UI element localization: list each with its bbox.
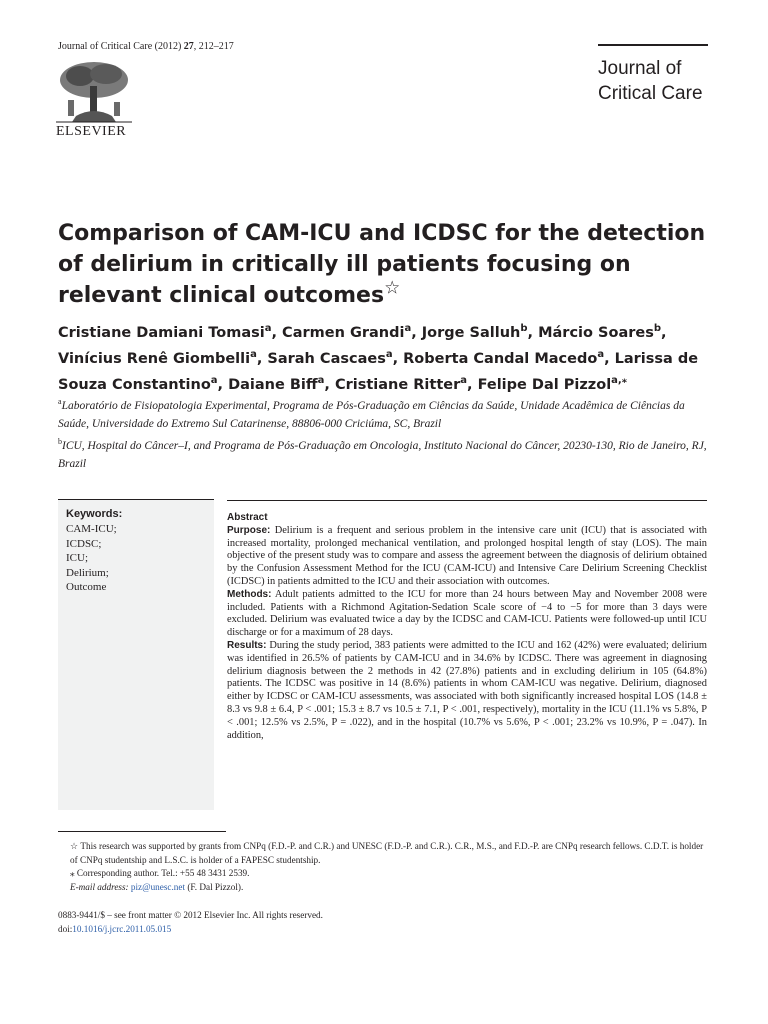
purpose-label: Purpose: <box>227 524 271 536</box>
journal-citation <box>58 41 234 52</box>
email-line <box>58 881 712 895</box>
email-label: E-mail address: <box>70 881 129 892</box>
keywords-heading: Keywords: <box>66 508 123 520</box>
journal-title-line2: Critical Care <box>598 83 703 104</box>
keywords-list <box>66 522 117 595</box>
author-name[interactable]: Jorge Salluh <box>421 324 521 341</box>
author-name[interactable]: Felipe Dal Pizzol <box>477 376 612 393</box>
journal-masthead <box>598 44 708 106</box>
keywords-box <box>58 499 214 810</box>
abstract-results <box>227 640 707 742</box>
purpose-text: Delirium is a frequent and serious problem in the intensive care unit (ICU) that is associated with increased mortality, prolonged mechanical ventilation, and prolonged hospital length of stay (LOS). The main objective of the present study was to compare and assess the agreement between the diagnosis of delirium obtained by the Confusion Assessment Method for the ICU (CAM-ICU) and Intensive Care Delirium Screening Checklist (ICDSC) in patients admitted to the ICU and their association with outcomes. <box>227 524 707 587</box>
author-affiliation-mark: b <box>653 323 662 334</box>
results-text: During the study period, 383 patients were admitted to the ICU and 162 (42%) were evaluated; delirium was identified in 26.5% of patients by CAM-ICU and in 34.6% by ICDSC. There was agreement in diagnosing delirium diagnosis between the 2 methods in 42 (27.8%) patients and in excluding delirium in 105 (64.8%) patients. The ICDSC was positive in 14 (8.6%) patients in whom CAM-ICU was negative. Delirium, diagnosed either by ICDSC or CAM-ICU assessments, was associated with both significantly increased hospital LOS (14.8 ± 8.3 vs 9.8 ± 6.4, P < .001; 15.3 ± 8.7 vs 10.5 ± 7.1, P < .001, respectively), mortality in the ICU (11.1% vs 5.8%, P < .001; 12.5% vs 2.5%, P = .022), and in the hospital (10.7% vs 5.6%, P < .001; 23.2% vs 10.9%, P = .047). In addition, <box>227 639 707 741</box>
author-name[interactable]: Daiane Biff <box>228 376 318 393</box>
author-name[interactable]: Carmen Grandi <box>282 324 405 341</box>
author-affiliation-mark: b <box>520 323 528 334</box>
email-link[interactable]: piz@unesc.net <box>130 881 186 892</box>
affiliation-b <box>58 433 714 473</box>
methods-label: Methods: <box>227 588 272 600</box>
author-affiliation-mark: a <box>385 348 393 360</box>
citation-pages: , 212–217 <box>193 41 234 52</box>
doi-label: doi: <box>58 923 73 934</box>
keyword-item: Delirium; <box>66 566 109 579</box>
doi-line <box>58 923 558 937</box>
doi-link[interactable]: 10.1016/j.jcrc.2011.05.015 <box>72 923 172 934</box>
footnotes <box>58 840 712 894</box>
keyword-item: ICU; <box>66 552 88 564</box>
author-affiliation-mark: a <box>460 374 467 386</box>
author-name[interactable]: Sarah Cascaes <box>267 350 386 367</box>
keyword-item: Outcome <box>66 581 107 593</box>
affiliation-mark: a <box>58 397 62 406</box>
author-list: Cristiane Damiani Tomasi$^a$, Carmen Grandi$^a$, Jorge Salluh$^b$, Márcio Soares$^b$, Vinícius Renê Giombelli$^a$, Sarah Cascaes$^a$, Roberta Candal Macedo$^a$, Larissa de Souza Constantino$^a$, Daiane Biff$^a$, Cristiane Ritter$^a$, Felipe Dal Pizzol$^{a,⁎}$ <box>58 323 699 393</box>
author-affiliation-mark: a <box>317 374 325 386</box>
keyword-item: ICDSC; <box>66 537 102 550</box>
copyright-block <box>58 909 558 936</box>
funding-footnote <box>58 840 712 867</box>
abstract <box>227 512 707 742</box>
author-affiliation-mark: a <box>210 374 218 386</box>
author-name[interactable]: Cristiane Damiani Tomasi <box>58 324 265 341</box>
corresponding-author: ⁎ Corresponding author. Tel.: +55 48 3431 2539. <box>70 868 250 879</box>
title-footnote-mark[interactable]: ☆ <box>384 277 401 299</box>
affiliation-text: Laboratório de Fisiopatologia Experimental, Programa de Pós-Graduação em Ciências da Saúde, Unidade Acadêmica de Ciências da Saúde, Universidade do Extremo Sul Catarinense, 88806-000 Criciúma, SC, Brazil <box>58 399 685 430</box>
author-name[interactable]: Vinícius Renê Giombelli <box>58 350 251 367</box>
funding-text: This research was supported by grants from CNPq (F.D.-P. and C.R.) and UNESC (F.D.-P. and C.R.). C.R., M.S., and F.D.-P. are CNPq research fellows. C.D.T. is holder of CNPq studentship and L.S.C. is holder of a FAPESC studentship. <box>70 841 704 865</box>
abstract-methods <box>227 589 707 640</box>
publisher-name: ELSEVIER <box>56 124 127 139</box>
author-affiliation-mark: a <box>597 348 605 360</box>
funding-mark: ☆ <box>70 841 79 851</box>
affiliation-a <box>58 393 714 433</box>
author-affiliation-mark: a,⁎ <box>611 374 627 386</box>
methods-text: Adult patients admitted to the ICU for more than 24 hours between May and November 2008 were included. Patients with a Richmond Agitation-Sedation Scale score of −4 to −5 for more than 3 days were excluded. Delirium was evaluated twice a day by the ICDSC and CAM-ICU. Patients were followed-up until ICU discharge or for a maximum of 28 days. <box>227 588 707 639</box>
affiliation-mark: b <box>58 436 62 446</box>
affiliation-text: ICU, Hospital do Câncer–I, and Programa de Pós-Graduação em Oncologia, Instituto Nacional do Câncer, 20230-130, Rio de Janeiro, RJ, Brazil <box>58 439 707 470</box>
results-label: Results: <box>227 639 267 651</box>
author-name[interactable]: Márcio Soares <box>538 324 654 341</box>
email-name: (F. Dal Pizzol). <box>187 881 244 892</box>
author-name[interactable]: Roberta Candal Macedo <box>403 350 598 367</box>
abstract-heading: Abstract <box>227 512 268 523</box>
author-affiliation-mark: a <box>264 323 272 334</box>
affiliations <box>58 393 714 473</box>
author-name[interactable]: Larissa de Souza Constantino <box>58 350 699 393</box>
citation-journal: Journal of Critical Care (2012) <box>58 41 182 52</box>
citation-volume: 27 <box>183 41 194 52</box>
footnote-rule <box>58 831 226 832</box>
author-affiliation-mark: a <box>404 323 412 334</box>
journal-title-line1: Journal of <box>598 58 682 79</box>
author-name[interactable]: Cristiane Ritter <box>334 376 461 393</box>
article-title-text: Comparison of CAM-ICU and ICDSC for the detection of delirium in critically ill patients focusing on relevant clinical outcomes <box>58 221 706 308</box>
abstract-rule <box>227 500 707 501</box>
abstract-purpose <box>227 525 707 589</box>
author-affiliation-mark: a <box>250 348 257 360</box>
keyword-item: CAM-ICU; <box>66 523 117 535</box>
article-title <box>58 218 718 311</box>
issn-line: 0883-9441/$ – see front matter © 2012 Elsevier Inc. All rights reserved. <box>58 910 323 920</box>
